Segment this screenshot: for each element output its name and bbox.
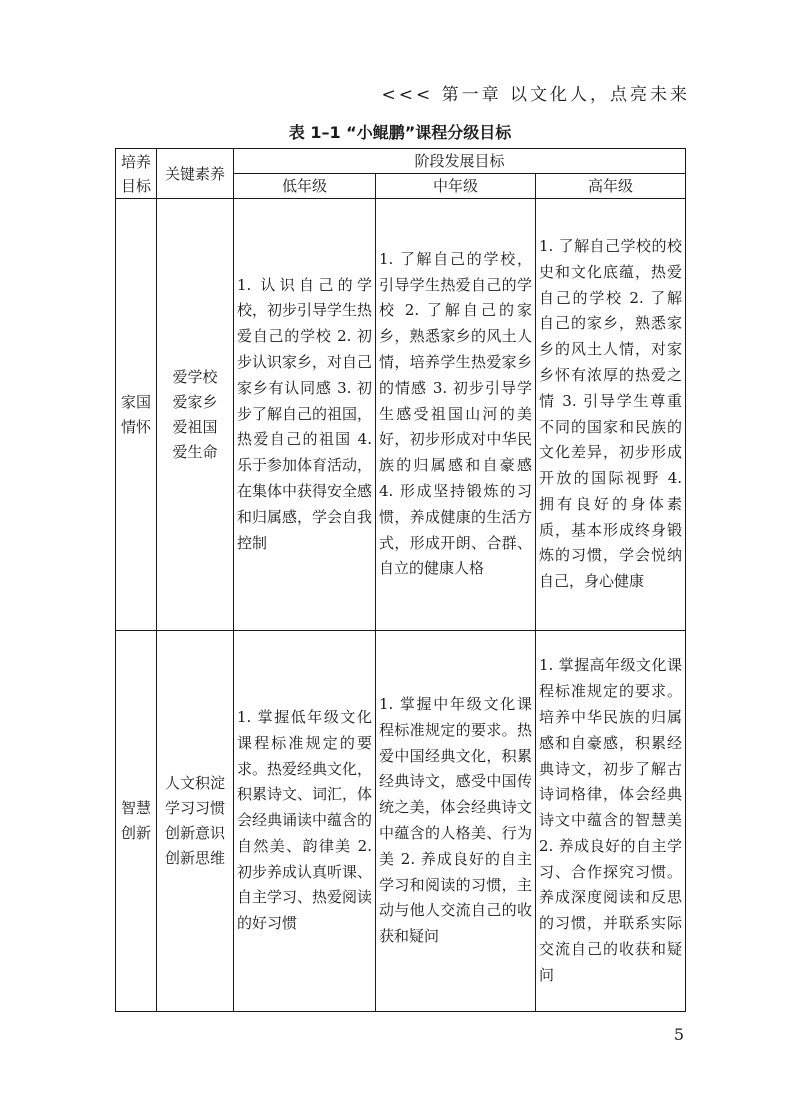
header-stage-goals: 阶段发展目标 xyxy=(234,149,686,174)
header-target: 培养目标 xyxy=(116,149,157,199)
goal-low: 1. 认识自己的学校，初步引导学生热爱自己的学校 2. 初步认识家乡，对自己家乡有认同感 3. 初步了解自己的祖国，热爱自己的祖国 4. 乐于参加体育活动，在集体中获得安全感和归属感，学会自我控制 xyxy=(234,199,376,631)
goal-low: 1. 掌握低年级文化课程标准规定的要求。热爱经典文化，积累诗文、词汇，体会经典诵读中蕴含的自然美、韵律美 2. 初步养成认真听课、自主学习、热爱阅读的好习惯 xyxy=(234,631,376,1012)
row-literacy xyxy=(157,199,234,631)
row-target: 家国情怀 xyxy=(116,199,157,631)
goal-high: 1. 掌握高年级文化课程标准规定的要求。培养中华民族的归属感和自豪感，积累经典诗文，初步了解古诗词格律，体会经典诗文中蕴含的智慧美 2. 养成良好的自主学习、合作探究习惯。养成深度阅读和反思的习惯，并联系实际交流自己的收获和疑问 xyxy=(536,631,686,1012)
literacy-item: 创新思维 xyxy=(164,849,225,867)
course-goals-table xyxy=(115,148,686,1012)
literacy-item: 爱学校 xyxy=(172,367,218,386)
table-caption: 表 1–1 “小鲲鹏”课程分级目标 xyxy=(288,123,512,142)
goal-mid: 1. 了解自己的学校，引导学生热爱自己的学校 2. 了解自己的家乡，熟悉家乡的风土人情，培养学生热爱家乡的情感 3. 初步引导学生感受祖国山河的美好，初步形成对中华民族的归属感和自豪感 4. 形成坚持锻炼的习惯，养成健康的生活方式，形成开朗、合群、自立的健康人格 xyxy=(376,199,536,631)
literacy-item: 创新意识 xyxy=(164,824,225,842)
literacy-item: 爱家乡 xyxy=(172,392,218,411)
goal-mid: 1. 掌握中年级文化课程标准规定的要求。热爱中国经典文化，积累经典诗文，感受中国传统之美，体会经典诗文中蕴含的人格美、行为美 2. 养成良好的自主学习和阅读的习惯，主动与他人交流自己的收获和疑问 xyxy=(376,631,536,1012)
table-row xyxy=(116,631,686,1012)
literacy-item: 人文积淀 xyxy=(164,774,225,792)
header-level-high: 高年级 xyxy=(536,174,686,199)
literacy-item: 学习习惯 xyxy=(164,799,225,817)
header-literacy: 关键素养 xyxy=(157,149,234,199)
row-literacy xyxy=(157,631,234,1012)
row-target: 智慧创新 xyxy=(116,631,157,1012)
goal-high: 1. 了解自己学校的校史和文化底蕴，热爱自己的学校 2. 了解自己的家乡，熟悉家乡的风土人情，对家乡怀有浓厚的热爱之情 3. 引导学生尊重不同的国家和民族的文化差异，初步形成开放的国际视野 4. 拥有良好的身体素质，基本形成终身锻炼的习惯，学会悦纳自己，身心健康 xyxy=(536,199,686,631)
table-header-row xyxy=(116,149,686,174)
literacy-item: 爱生命 xyxy=(172,442,218,461)
page-number: 5 xyxy=(673,1025,684,1044)
table-row xyxy=(116,199,686,631)
literacy-item: 爱祖国 xyxy=(172,417,218,436)
header-level-mid: 中年级 xyxy=(376,174,536,199)
chapter-header: <<< 第一章 以文化人，点亮未来 xyxy=(381,85,690,105)
header-level-low: 低年级 xyxy=(234,174,376,199)
